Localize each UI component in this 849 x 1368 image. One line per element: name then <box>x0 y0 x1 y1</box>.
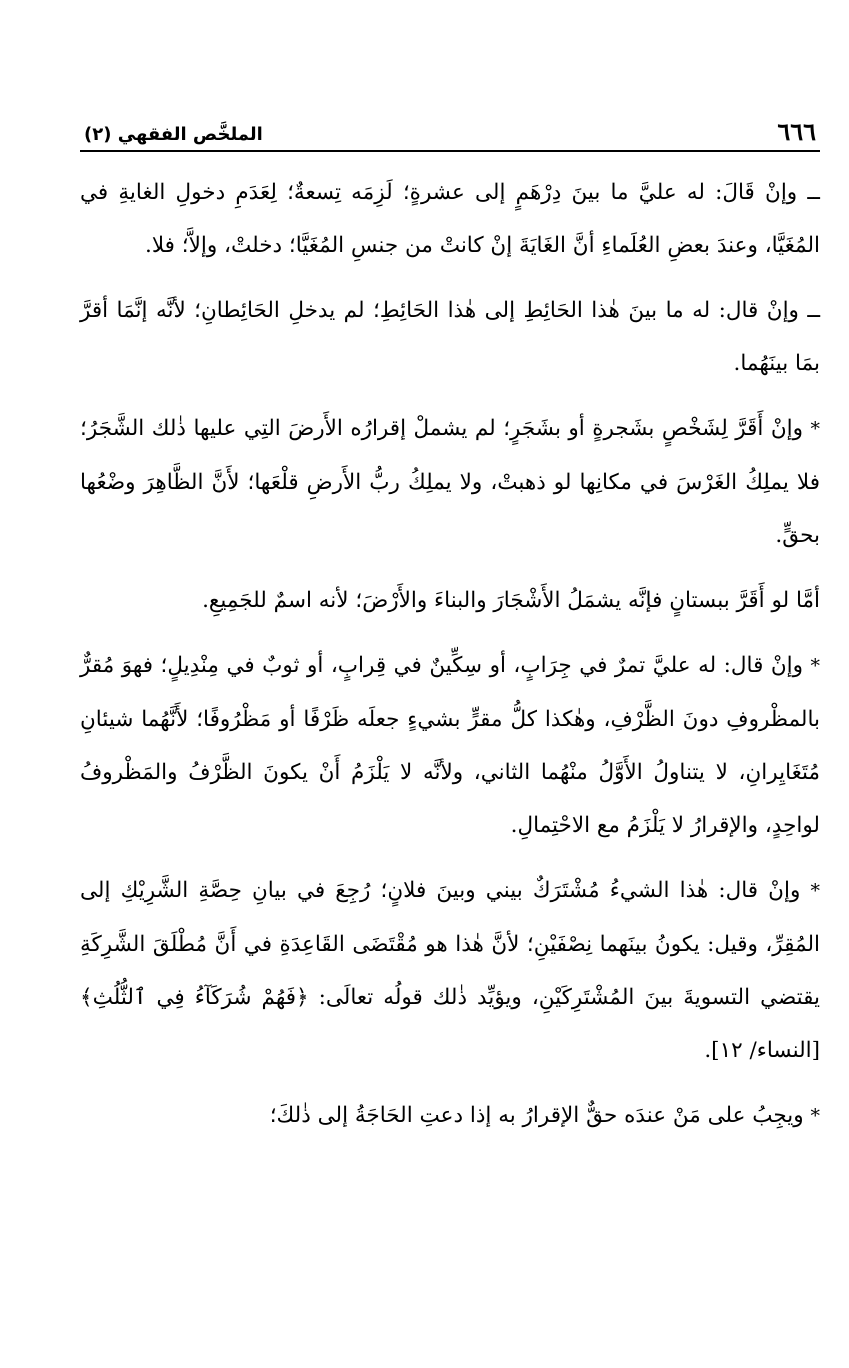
paragraph-text: وإنْ قال: له عليَّ تمرٌ في جِرَابٍ، أو سِكِّينٌ في قِرابٍ، أو ثوبٌ في مِنْدِيلٍ؛ فهوَ مُقرٌّ بالمظْروفِ دونَ الظَّرْفِ، وهٰكذا كلُّ مقرٍّ بشيءٍ جعلَه ظَرْفًا أو مَظْرُوفًا؛ لأَنَّهُما شيئانِ مُتَغَايِرانِ، لا يتناولُ الأَوَّلُ منْهُما الثاني، ولأنَّه لا يَلْزَمُ أَنْ يكونَ الظَّرْفُ والمَظْروفُ لواحِدٍ، والإقرارُ لا يَلْزَمُ مع الاحْتِمالِ. <box>80 653 820 838</box>
running-title: الملخَّص الفقهي (٢) <box>84 124 263 145</box>
document-page <box>80 118 820 1155</box>
body-text <box>80 166 820 1143</box>
star-marker-icon: * <box>810 655 821 677</box>
paragraph <box>80 284 820 390</box>
star-marker-icon: * <box>810 880 820 902</box>
paragraph-text: وإنْ قَالَ: له عليَّ ما بينَ دِرْهَمٍ إلى عشرةٍ؛ لَزِمَه تِسعةٌ؛ لِعَدَمِ دخولِ الغايةِ في المُغَيَّا، وعندَ بعضِ العُلَماءِ أنَّ الغَايَةَ إنْ كانتْ من جنسِ المُغَيَّا؛ دخلتْ، وإلاَّ؛ فلا. <box>80 180 820 258</box>
paragraph <box>80 639 820 852</box>
paragraph <box>80 864 820 1077</box>
paragraph-text: وإنْ أَقَرَّ لِشَخْصٍ بشَجرةٍ أو بشَجَرٍ؛ لم يشملْ إقرارُه الأَرضَ التِي عليها ذٰلك الشَّجَرُ؛ فلا يملِكُ الغَرْسَ في مكانِها لو ذهبتْ، ولا يملِكُ ربُّ الأَرضِ قلْعَها؛ لأَنَّ الظَّاهِرَ وضْعُها بحقٍّ. <box>80 416 820 548</box>
paragraph <box>80 166 820 272</box>
paragraph <box>80 402 820 562</box>
paragraph-text: وإنْ قال: هٰذا الشيءُ مُشْتَرَكٌ بيني وبينَ فلانٍ؛ رُجِعَ في بيانِ حِصَّةِ الشَّرِيْكِ إلى المُقِرِّ، وقيل: يكونُ بينَهما نِصْفَيْنِ؛ لأنَّ هٰذا هو مُقْتَضَى القَاعِدَةِ في أَنَّ مُطْلَقَ الشَّرِكَةِ يقتضي التسويةَ بينَ المُشْتَرِكَيْنِ، ويؤيِّد ذٰلك قولُه تعالَى: ﴿فَهُمْ شُرَكَآءُ فِي ٱلثُّلُثِ﴾ [النساء/ ١٢]. <box>80 878 820 1063</box>
paragraph-text: أمَّا لو أَقَرَّ ببستانٍ فإنَّه يشمَلُ الأَشْجَارَ والبناءَ والأَرْضَ؛ لأنه اسمٌ للجَمِيعِ. <box>202 588 820 613</box>
paragraph-text: ويجِبُ على مَنْ عندَه حقٌّ الإقرارُ به إذا دعتِ الحَاجَةُ إلى ذٰلكَ؛ <box>269 1103 804 1128</box>
paragraph-marker: ــ <box>807 298 820 323</box>
paragraph-marker: ــ <box>807 180 820 205</box>
star-marker-icon: * <box>810 418 821 440</box>
paragraph-text: وإنْ قال: له ما بينَ هٰذا الحَائِطِ إلى هٰذا الحَائِطِ؛ لم يدخلِ الحَائِطانِ؛ لأنَّه إنَّمَا أقرَّ بمَا بينَهُما. <box>80 298 820 376</box>
paragraph <box>80 1089 820 1143</box>
paragraph <box>80 574 820 627</box>
star-marker-icon: * <box>810 1105 820 1127</box>
page-header <box>80 118 820 152</box>
page-number: ٦٦٦ <box>777 117 816 146</box>
